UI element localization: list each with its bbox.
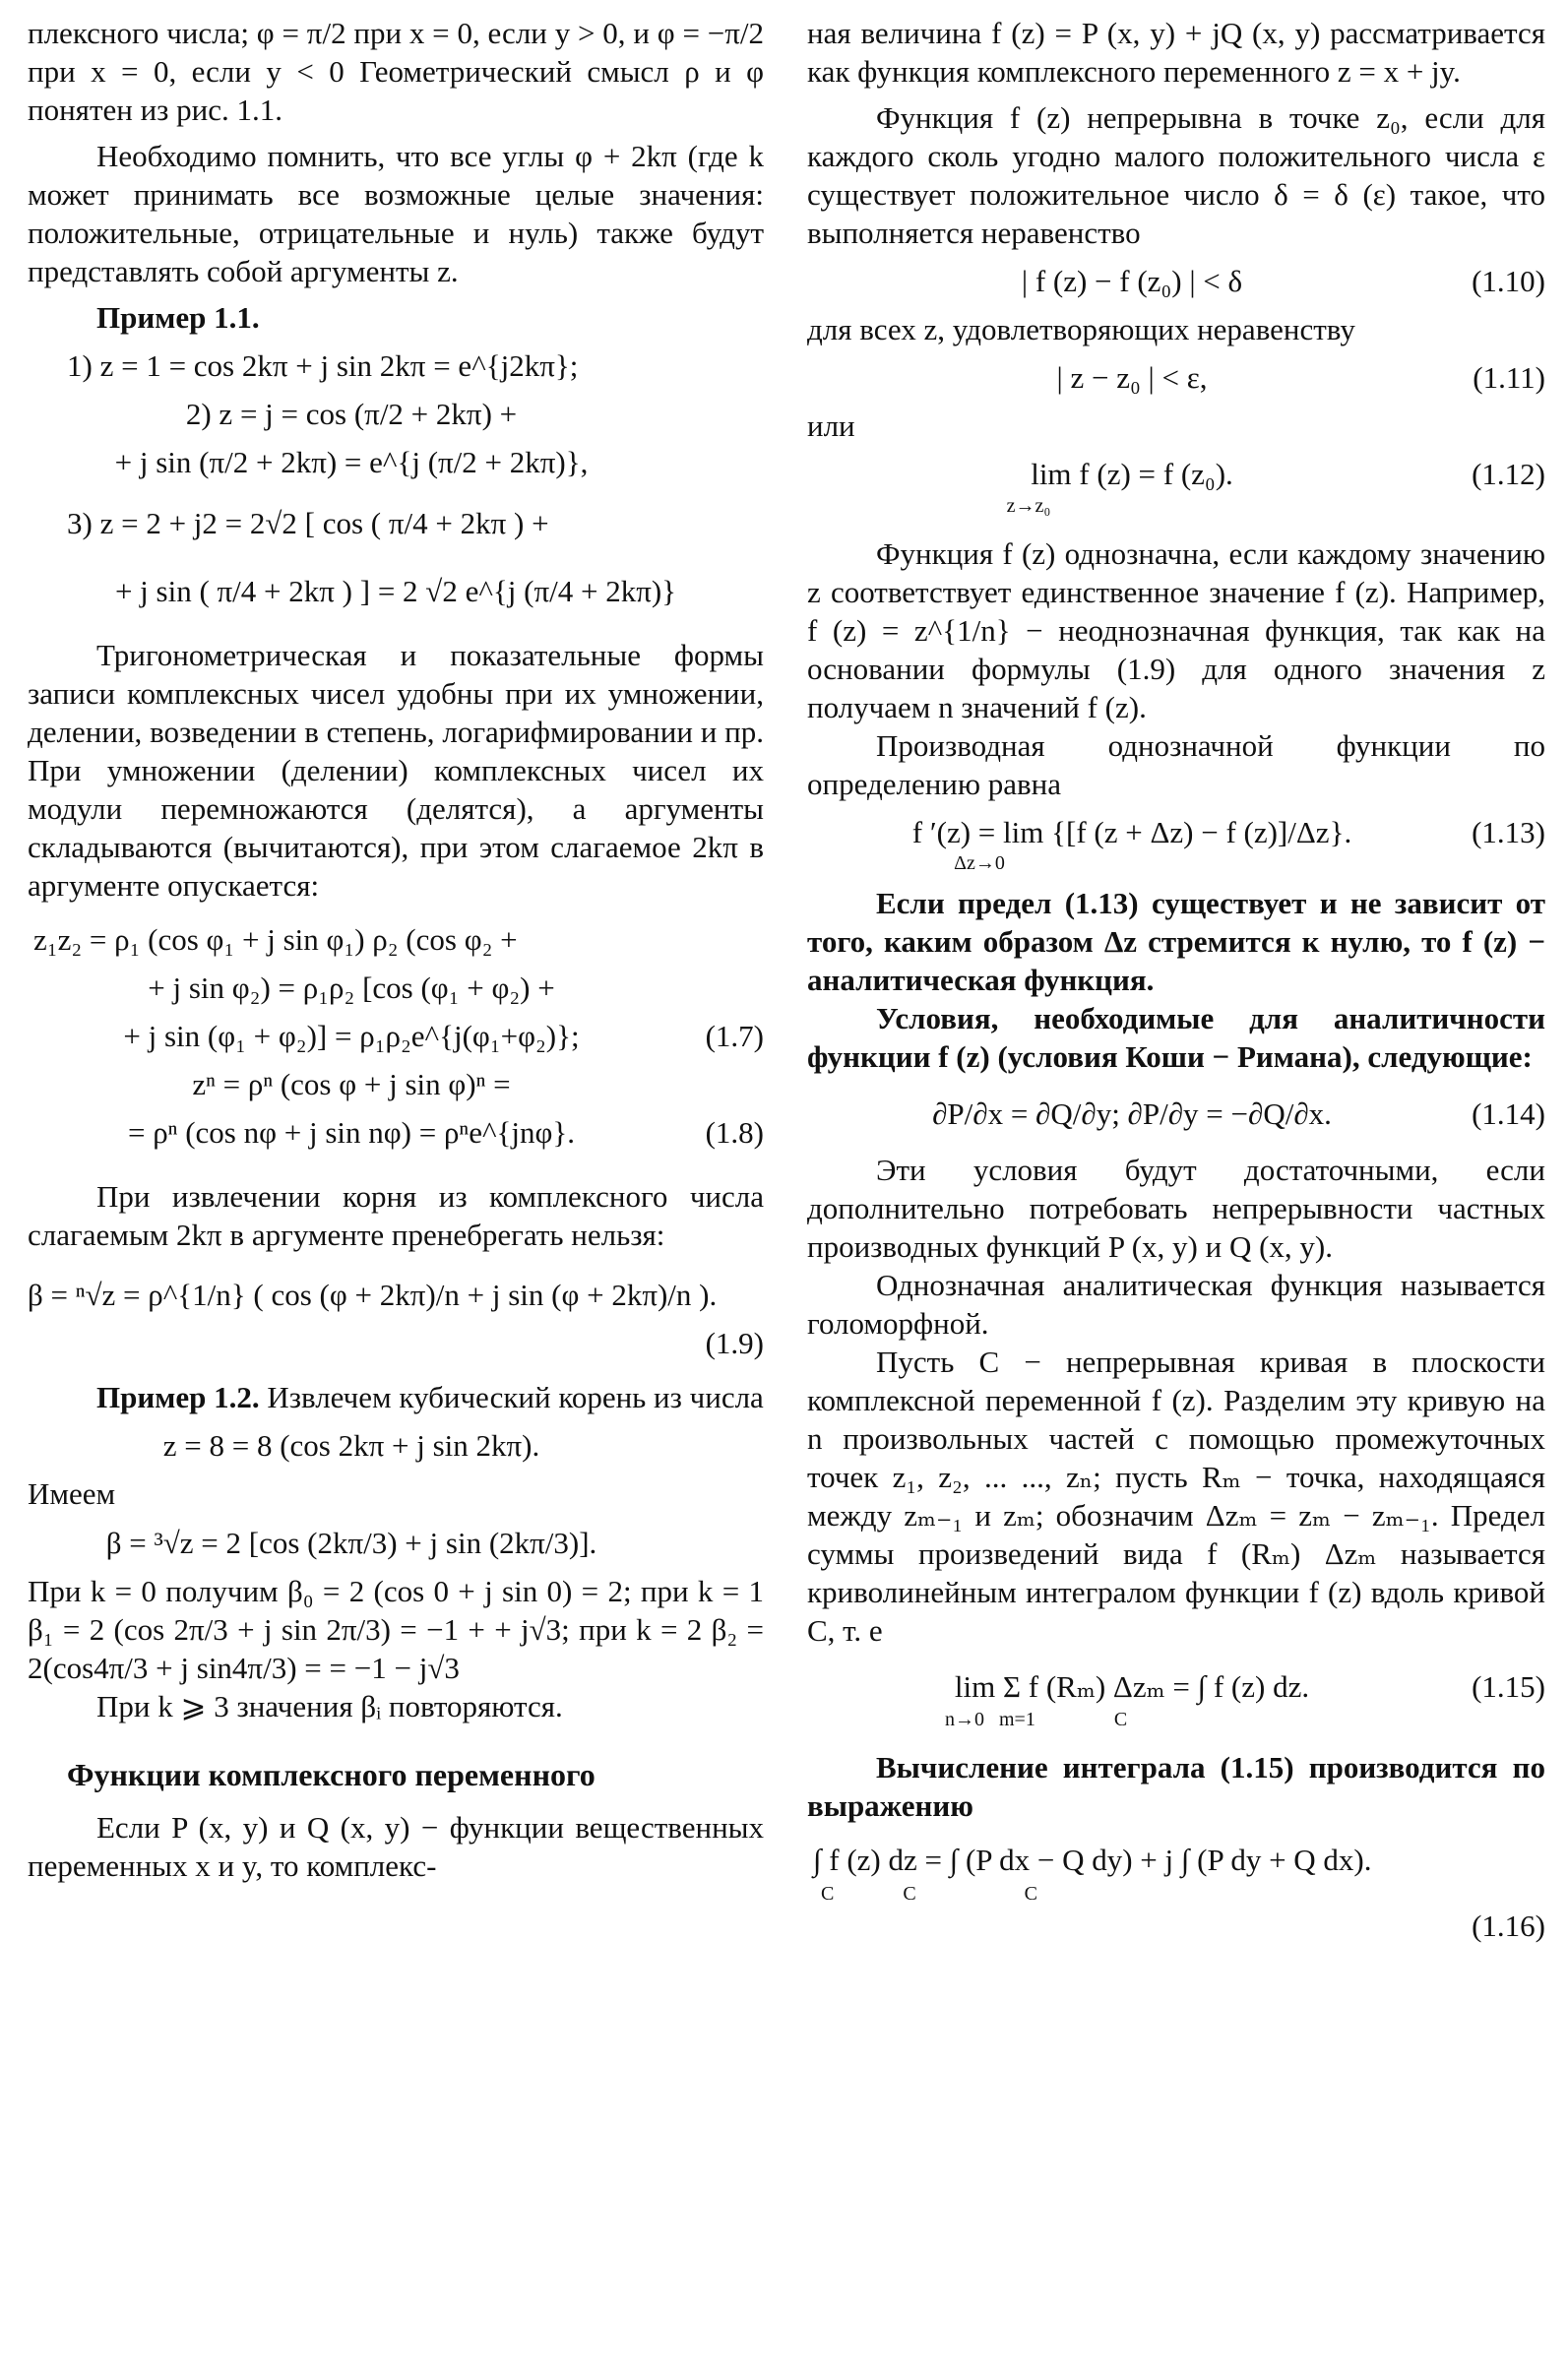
- integral-subscript: C C C: [821, 1882, 1038, 1905]
- paragraph: Эти условия будут достаточными, если дополнительно потребовать непрерывности частных производных функций P (x, y) и Q (x, y).: [807, 1152, 1545, 1264]
- paragraph: Функция f (z) непрерывна в точке z₀, если для каждого сколь угодно малого положительного числа ε существует положительное число δ = δ (ε) такое, что выполняется неравенство: [807, 100, 1545, 251]
- equation-line: 2) z = j = cos (π/2 + 2kπ) +: [185, 397, 518, 432]
- equation-1-8: [28, 1065, 764, 1103]
- equation-number: (1.9): [705, 1326, 764, 1361]
- paragraph: Вычисление интеграла (1.15) производится по выражению: [807, 1750, 1545, 1824]
- right-column: [807, 14, 1545, 1945]
- equation-1-9: [28, 1276, 764, 1314]
- equation: [28, 346, 764, 385]
- paragraph: Имеем: [28, 1476, 116, 1512]
- equation-line: lim Σ f (Rₘ) Δzₘ = ∫ f (z) dz.: [954, 1669, 1310, 1705]
- equation-number: (1.15): [1472, 1669, 1545, 1705]
- equation-1-13: [807, 813, 1545, 851]
- equation-line: | f (z) − f (z₀) | < δ: [1021, 264, 1243, 299]
- equation-1-7: [28, 1017, 764, 1055]
- paragraph: Условия, необходимые для аналитичности функции f (z) (условия Коши − Римана), следующие:: [807, 1001, 1545, 1075]
- example-title: Пример 1.1.: [96, 300, 260, 336]
- paragraph: Необходимо помнить, что все углы φ + 2kπ (где k может принимать все возможные целые значения: положительные, отрицательные и нуль) также будут представлять собой аргументы z.: [28, 139, 764, 289]
- equation: [28, 443, 764, 481]
- equation-number: (1.12): [1472, 457, 1545, 492]
- equation: [28, 1426, 764, 1465]
- equation-number: (1.10): [1472, 264, 1545, 299]
- equation-line: f ′(z) = lim {[f (z + Δz) − f (z)]/Δz}.: [911, 815, 1352, 850]
- section-heading: Функции комплексного переменного: [67, 1756, 596, 1792]
- paragraph: плексного числа; φ = π/2 при x = 0, если y > 0, и φ = −π/2 при x = 0, если y < 0 Геометрический смысл ρ и φ понятен из рис. 1.1.: [28, 16, 764, 128]
- equation-line: + j sin ( π/4 + 2kπ ) ] = 2 √2 e^{j (π/4 + 2kπ)}: [114, 573, 677, 608]
- equation-line: | z − z₀ | < ε,: [1056, 360, 1208, 396]
- equation-1-10: [807, 262, 1545, 300]
- limit-subscript: z→z₀: [1006, 494, 1051, 517]
- equation-1-14: [807, 1095, 1545, 1133]
- paragraph: для всех z, удовлетворяющих неравенству: [807, 312, 1355, 347]
- equation-line: z = 8 = 8 (cos 2kπ + j sin 2kπ).: [162, 1428, 540, 1464]
- equation-number: (1.7): [705, 1019, 764, 1054]
- paragraph: Однозначная аналитическая функция называется голоморфной.: [807, 1267, 1545, 1341]
- paragraph: При k ⩾ 3 значения βᵢ повторяются.: [96, 1688, 563, 1723]
- paragraph: При извлечении корня из комплексного числа слагаемым 2kπ в аргументе пренебрегать нельзя:: [28, 1179, 764, 1253]
- equation-line: + j sin (π/2 + 2kπ) = e^{j (π/2 + 2kπ)},: [114, 445, 589, 480]
- paragraph: При k = 0 получим β₀ = 2 (cos 0 + j sin 0) = 2; при k = 1 β₁ = 2 (cos 2π/3 + j sin 2π/3) = −1 + + j√3; при k = 2 β₂ = 2(cos4π/3 + j sin4π/3) = = −1 − j√3: [28, 1573, 764, 1685]
- equation-line: zⁿ = ρⁿ (cos φ + j sin φ)ⁿ =: [192, 1067, 511, 1102]
- paragraph: Пусть C − непрерывная кривая в плоскости комплексной переменной f (z). Разделим эту кривую на n произвольных частей с помощью промежуточных точек z₁, z₂, ... ..., zₙ; пусть Rₘ − точка, находящаяся между zₘ₋₁ и zₘ; обозначим Δzₘ = zₘ − zₘ₋₁. Предел суммы произведений вида f (Rₘ) Δzₘ называется криволинейным интегралом функции f (z) вдоль кривой C, т. е: [807, 1344, 1545, 1649]
- equation-line: 3) z = 2 + j2 = 2√2 [ cos ( π/4 + 2kπ ) +: [67, 505, 549, 540]
- equation-1-8: [28, 1113, 764, 1152]
- equation: [28, 1524, 764, 1562]
- equation-line: + j sin (φ₁ + φ₂)] = ρ₁ρ₂e^{j(φ₁+φ₂)};: [123, 1019, 580, 1054]
- paragraph: ная величина f (z) = P (x, y) + jQ (x, y) рассматривается как функция комплексного переменного z = x + jy.: [807, 16, 1545, 90]
- equation-line: lim f (z) = f (z₀).: [1031, 457, 1233, 492]
- equation: [28, 395, 764, 433]
- equation-number: (1.8): [705, 1115, 764, 1151]
- equation-line: = ρⁿ (cos nφ + j sin nφ) = ρⁿe^{jnφ}.: [127, 1115, 576, 1151]
- equation-line: ∂P/∂x = ∂Q/∂y; ∂P/∂y = −∂Q/∂x.: [932, 1096, 1332, 1131]
- example-title: Пример 1.2.: [96, 1380, 260, 1415]
- equation: [28, 572, 764, 610]
- equation-1-7: [28, 920, 764, 959]
- equation-1-12: [807, 455, 1545, 493]
- example-text: Извлечем кубический корень из числа: [267, 1380, 764, 1415]
- equation-1-15: [807, 1667, 1545, 1706]
- left-column: [28, 14, 764, 1885]
- paragraph: [28, 1378, 764, 1416]
- paragraph: Если предел (1.13) существует и не зависит от того, каким образом Δz стремится к нулю, то f (z) − аналитическая функция.: [807, 886, 1545, 998]
- equation-number: (1.13): [1472, 815, 1545, 850]
- equation-1-7: [28, 969, 764, 1007]
- equation-line: ∫ f (z) dz = ∫ (P dx − Q dy) + j ∫ (P dy + Q dx).: [813, 1843, 1372, 1878]
- equation-line: β = ³√z = 2 [cos (2kπ/3) + j sin (2kπ/3)].: [105, 1525, 597, 1560]
- paragraph: Тригонометрическая и показательные формы записи комплексных чисел удобны при их умножении, делении, возведении в степень, логарифмировании и пр. При умножении (делении) комплексных чисел их модули перемножаются (делятся), а аргументы складываются (вычитаются), при этом слагаемое 2kπ в аргументе опускается:: [28, 637, 764, 903]
- equation-line: 1) z = 1 = cos 2kπ + j sin 2kπ = e^{j2kπ};: [67, 348, 579, 384]
- equation-line: z₁z₂ = ρ₁ (cos φ₁ + j sin φ₁) ρ₂ (cos φ₂ +: [33, 921, 518, 957]
- paragraph: Если P (x, y) и Q (x, y) − функции вещественных переменных x и y, то комплекс-: [28, 1810, 764, 1884]
- equation-line: β = ⁿ√z = ρ^{1/n} ( cos (φ + 2kπ)/n + j sin (φ + 2kπ)/n ).: [28, 1278, 718, 1313]
- equation-number: (1.16): [1472, 1908, 1545, 1943]
- equation-1-16: [807, 1841, 1545, 1879]
- limit-subscript: n→0 m=1 C: [945, 1709, 1128, 1731]
- equation-line: + j sin φ₂) = ρ₁ρ₂ [cos (φ₁ + φ₂) +: [148, 970, 555, 1005]
- paragraph: Производная однозначной функции по определению равна: [807, 727, 1545, 801]
- equation-number: (1.11): [1473, 360, 1545, 396]
- equation-1-11: [807, 358, 1545, 397]
- equation-number: (1.14): [1472, 1096, 1545, 1131]
- paragraph: Функция f (z) однозначна, если каждому значению z соответствует единственное значение f (z). Например, f (z) = z^{1/n} − неоднозначная функция, так как на основании формулы (1.9) для одного значения z получаем n значений f (z).: [807, 535, 1545, 724]
- limit-subscript: Δz→0: [954, 852, 1005, 875]
- paragraph: или: [807, 408, 855, 444]
- equation: [28, 504, 764, 542]
